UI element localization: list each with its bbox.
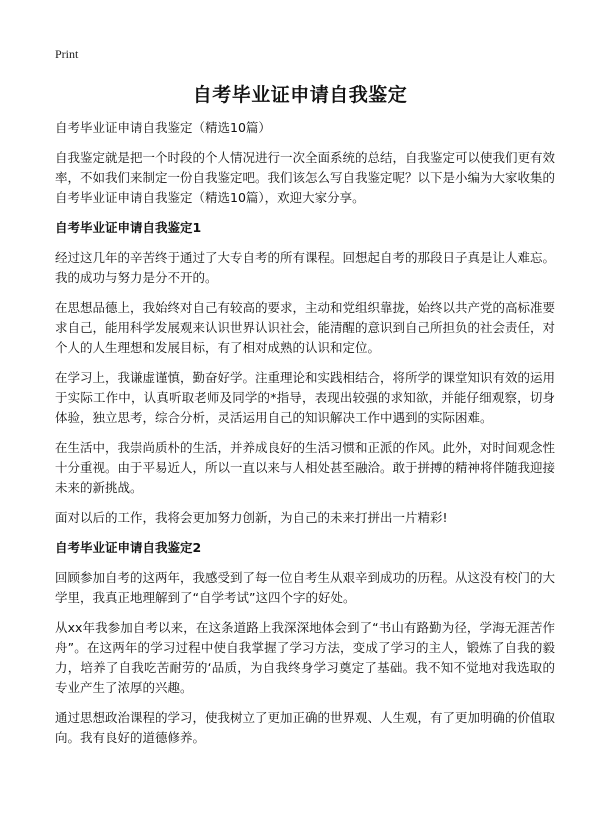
section-1-paragraph-1: 经过这几年的辛苦终于通过了大专自考的所有课程。回想起自考的那段日子真是让人难忘。我的成功与努力是分不开的。 [55, 250, 556, 285]
section-1-paragraph-3: 在学习上，我谦虚谨慎，勤奋好学。注重理论和实践相结合，将所学的课堂知识有效的运用于实际工作中，认真听取老师及同学的*指导，表现出较强的求知欲，并能仔细观察，切身体验，独立思考，综合分析，灵活运用自己的知识解决工作中遇到的实际困难。 [55, 370, 556, 425]
section-1-paragraph-2: 在思想品德上，我始终对自己有较高的要求，主动和党组织靠拢，始终以共产党的高标准要求自己，能用科学发展观来认识世界认识社会，能清醒的意识到自己所担负的社会责任，对个人的人生理想和发展目标，有了相对成熟的认识和定位。 [55, 300, 556, 355]
section-1-paragraph-5: 面对以后的工作，我将会更加努力创新，为自己的未来打拼出一片精彩! [55, 510, 448, 525]
section-2-paragraph-1: 回顾参加自考的这两年，我感受到了每一位自考生从艰辛到成功的历程。从这没有校门的大学里，我真正地理解到了“自学考试”这四个字的好处。 [55, 570, 556, 605]
section-2-paragraph-3: 通过思想政治课程的学习，使我树立了更加正确的世界观、人生观，有了更加明确的价值取向。我有良好的道德修养。 [55, 710, 556, 745]
document-subtitle: 自考毕业证申请自我鉴定（精选10篇） [55, 120, 271, 135]
intro-paragraph: 自我鉴定就是把一个时段的个人情况进行一次全面系统的总结，自我鉴定可以使我们更有效率，不如我们来制定一份自我鉴定吧。我们该怎么写自我鉴定呢？以下是小编为大家收集的自考毕业证申请自我鉴定（精选10篇），欢迎大家分享。 [55, 150, 556, 205]
section-1-paragraph-4: 在生活中，我崇尚质朴的生活，并养成良好的生活习惯和正派的作风。此外，对时间观念性十分重视。由于平易近人，所以一直以来与人相处甚至融洽。敢于拼搏的精神将伴随我迎接未来的新挑战。 [55, 440, 556, 495]
section-2-heading: 自考毕业证申请自我鉴定2 [55, 540, 202, 555]
section-2-paragraph-2: 从xx年我参加自考以来，在这条道路上我深深地体会到了“书山有路勤为径，学海无涯苦作舟”。在这两年的学习过程中使自我掌握了学习方法，变成了学习的主人，锻炼了自我的毅力，培养了自我吃苦耐劳的‘品质，为自我终身学习奠定了基础。我不知不觉地对我选取的专业产生了浓厚的兴趣。 [55, 620, 555, 695]
document-body [55, 118, 555, 758]
page-title: 自考毕业证申请自我鉴定 [192, 84, 408, 106]
print-link[interactable]: Print [55, 47, 79, 61]
section-1-heading: 自考毕业证申请自我鉴定1 [55, 220, 202, 235]
